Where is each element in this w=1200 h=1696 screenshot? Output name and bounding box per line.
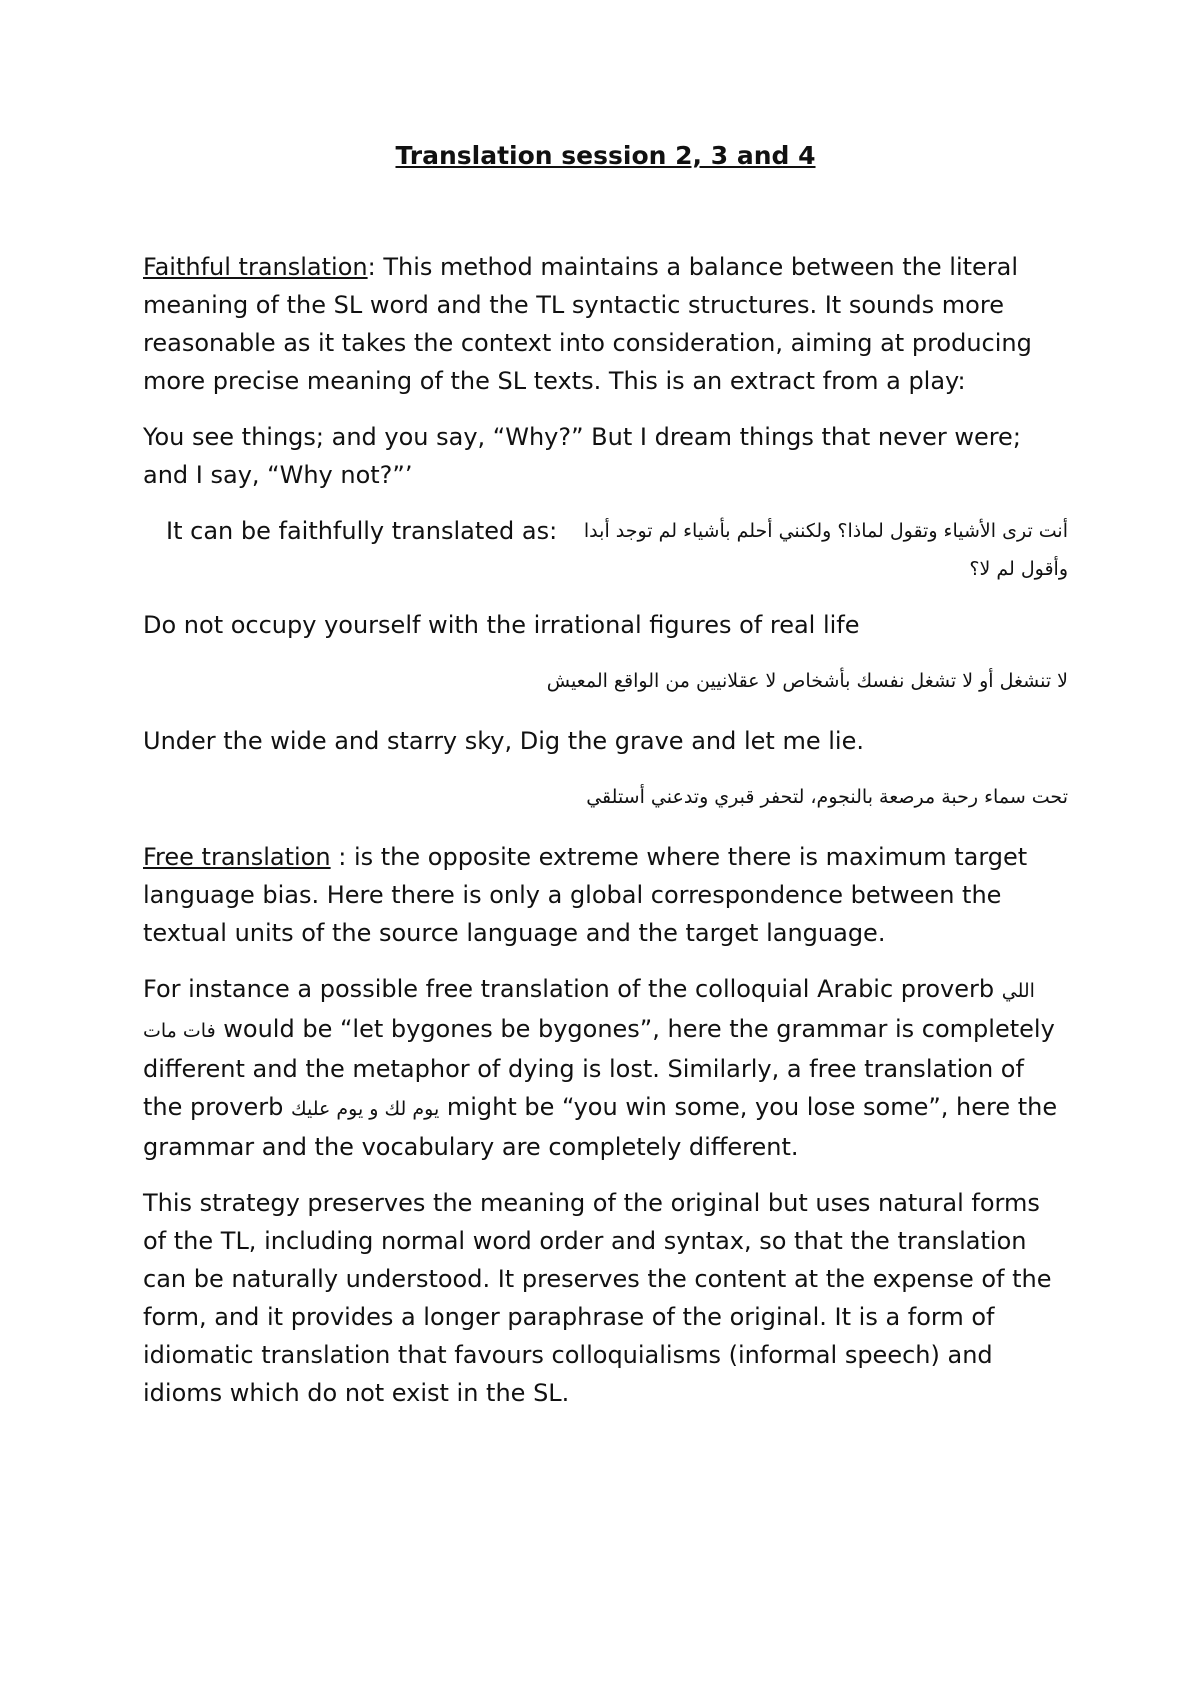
- faithful-translation-heading: Faithful translation: [143, 253, 368, 281]
- page-title: Translation session 2, 3 and 4: [395, 141, 816, 170]
- free-translation-paragraph: [143, 838, 1068, 952]
- instance-paragraph: [143, 970, 1068, 1166]
- example1-arabic: لا تنشغل أو لا تشغل نفسك بأشخاص لا عقلانيين من الواقع المعيش: [546, 670, 1068, 692]
- faithful-translation-text: This method maintains a balance between the literal meaning of the SL word and the TL syntactic structures. It sounds more reasonable as it takes the context into consideration, aiming at producing more precise meaning of the SL texts. This is an extract from a play:: [143, 253, 1032, 395]
- example2-english: Under the wide and starry sky, Dig the grave and let me lie.: [143, 727, 864, 755]
- faithful-translation-example: [143, 512, 1068, 588]
- play-quote: You see things; and you say, “Why?” But I dream things that never were; and I say, “Why not?”’: [143, 423, 1021, 489]
- instance-text-1: For instance a possible free translation of the colloquial Arabic proverb: [143, 975, 1002, 1003]
- document-body: [143, 138, 1068, 1430]
- instance-text-2: would be “let bygones be bygones”, here the grammar is completely different and the metaphor of dying is lost. Similarly, a free translation of the proverb: [143, 1015, 1055, 1121]
- instance-text-3: might be “you win some, you lose some”, here the grammar and the vocabulary are completely different.: [143, 1093, 1058, 1161]
- strategy-paragraph: This strategy preserves the meaning of the original but uses natural forms of the TL, including normal word order and syntax, so that the translation can be naturally understood. It preserves the content at the expense of the form, and it provides a longer paraphrase of the original. It is a form of idiomatic translation that favours colloquialisms (informal speech) and idioms which do not exist in the SL.: [143, 1189, 1052, 1407]
- faithful-translation-paragraph: [143, 248, 1068, 400]
- free-translation-heading: Free translation: [143, 843, 331, 871]
- example2-arabic: تحت سماء رحبة مرصعة بالنجوم، لتحفر قبري وتدعني أستلقي: [586, 786, 1068, 808]
- free-translation-text: : is the opposite extreme where there is maximum target language bias. Here there is only a global correspondence between the textual units of the source language and the target language.: [143, 843, 1028, 947]
- arabic-proverb-1: اللي فات مات: [143, 980, 1035, 1042]
- faithful-arabic-translation: أنت ترى الأشياء وتقول لماذا؟ ولكنني أحلم بأشياء لم توجد أبدا وأقول لم لا؟: [583, 520, 1068, 580]
- faithful-heading-colon: :: [367, 253, 376, 281]
- arabic-proverb-2: يوم لك و يوم عليك: [290, 1098, 440, 1120]
- faithful-intro-text: It can be faithfully translated as:: [166, 517, 558, 545]
- example1-english: Do not occupy yourself with the irrational figures of real life: [143, 611, 860, 639]
